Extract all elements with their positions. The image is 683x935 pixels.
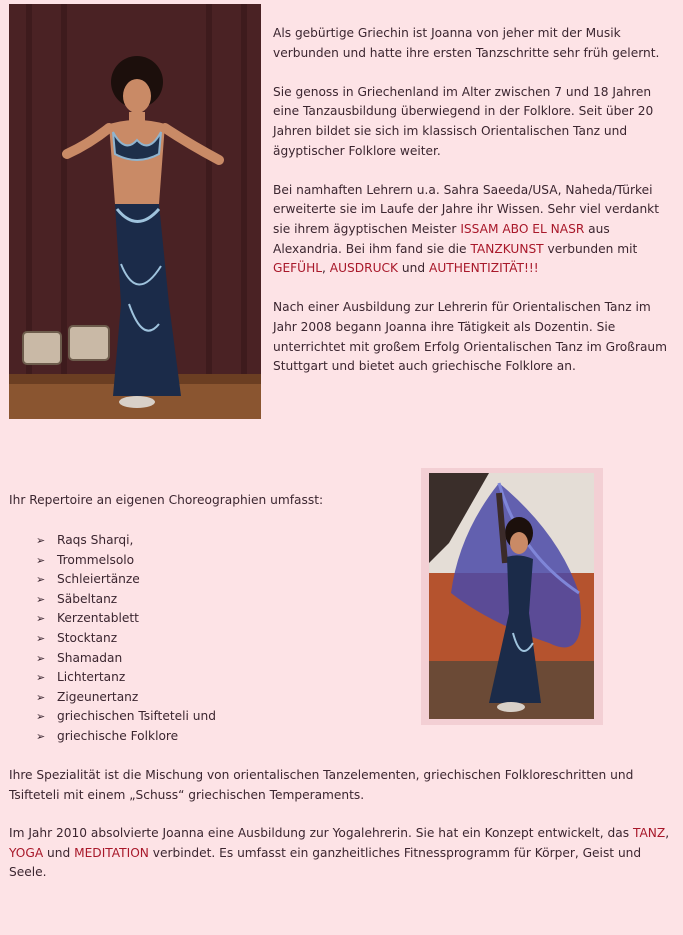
list-item-label: Raqs Sharqi, — [57, 533, 134, 547]
list-item — [36, 531, 216, 551]
dancer-veil-illustration — [429, 473, 594, 719]
intro-p3-text-e: und — [398, 261, 429, 276]
intro-paragraph-2: Sie genoss in Griechenland im Alter zwischen 7 und 18 Jahren eine Tanzausbildung überwiegend in der Folklore. Seit über 20 Jahren bildet sie sich im klassisch Orientalischen Tanz und ägyptischer Folklore weiter. — [273, 84, 654, 158]
list-item — [36, 649, 216, 669]
arrow-bullet-icon: ➢ — [36, 631, 46, 645]
list-item — [36, 688, 216, 708]
dancer-veil-photo — [421, 468, 603, 725]
list-item-label: griechischen Tsifteteli und — [57, 709, 216, 724]
veil-photo-frame — [429, 473, 594, 719]
intro-text — [273, 24, 678, 396]
list-item-label: Kerzentablett — [57, 611, 139, 626]
intro-p3-text-d: , — [322, 261, 330, 276]
yoga-text-d: verbindet. Es umfasst ein ganzheitliches Fitnessprogramm für Körper, Geist und Seele. — [9, 845, 642, 880]
arrow-bullet-icon: ➢ — [36, 710, 46, 724]
specialty-paragraph: Ihre Spezialität ist die Mischung von orientalischen Tanzelementen, griechischen Folkloreschritten und Tsifteteli mit einem „Schuss“ griechischen Temperaments. — [9, 768, 634, 802]
yoga-text-b: , — [665, 826, 670, 840]
intro-p3-text-a: Bei namhaften Lehrern u.a. Sahra Saeeda/USA, Naheda/Türkei erweiterte sie im Laufe der Jahre ihr Wissen. Sehr viel verdankt sie ihrem ägyptischen Meister — [273, 182, 660, 236]
dancer-stage-photo — [9, 4, 261, 419]
gefuehl-highlight: GEFÜHL — [273, 261, 323, 276]
list-item — [36, 551, 216, 571]
intro-paragraph-3 — [273, 181, 678, 279]
list-item-label: Trommelsolo — [57, 552, 135, 567]
list-item-label: Säbeltanz — [57, 591, 118, 606]
arrow-bullet-icon: ➢ — [36, 553, 46, 567]
list-item — [36, 609, 216, 629]
arrow-bullet-icon: ➢ — [36, 651, 46, 665]
arrow-bullet-icon: ➢ — [36, 612, 46, 626]
list-item-label: Shamadan — [57, 650, 123, 665]
intro-p3-text-b: aus Alexandria. Bei ihm fand sie die — [273, 221, 610, 256]
arrow-bullet-icon: ➢ — [36, 690, 46, 704]
teacher-name: ISSAM ABO EL NASR — [460, 221, 585, 236]
ausdruck-highlight: AUSDRUCK — [329, 261, 399, 276]
list-item-label: Schleiertänze — [57, 572, 140, 587]
list-item-label: griechische Folklore — [57, 728, 179, 743]
tanzkunst-highlight: TANZKUNST — [470, 241, 544, 256]
arrow-bullet-icon: ➢ — [36, 592, 46, 606]
yoga-highlight: YOGA — [9, 845, 44, 860]
list-item — [36, 629, 216, 649]
repertoire-heading: Ihr Repertoire an eigenen Choreographien umfasst: — [9, 493, 324, 507]
list-item-label: Zigeunertanz — [57, 689, 139, 704]
repertoire-list — [36, 531, 216, 747]
meditation-highlight: MEDITATION — [74, 845, 149, 860]
yoga-text-c: und — [43, 845, 75, 860]
arrow-bullet-icon: ➢ — [36, 534, 46, 547]
list-item — [36, 668, 216, 688]
yoga-text-a: Im Jahr 2010 absolvierte Joanna eine Ausbildung zur Yogalehrerin. Sie hat ein Konzept entwickelt, das — [9, 826, 633, 840]
list-item-label: Stocktanz — [57, 630, 118, 645]
dancer-stage-illustration — [9, 4, 261, 419]
arrow-bullet-icon: ➢ — [36, 573, 46, 587]
intro-p3-text-c: verbunden mit — [543, 241, 638, 256]
arrow-bullet-icon: ➢ — [36, 729, 46, 743]
tanz-highlight: TANZ — [632, 826, 666, 840]
intro-paragraph-4: Nach einer Ausbildung zur Lehrerin für Orientalischen Tanz im Jahr 2008 begann Joanna ihre Tätigkeit als Dozentin. Sie unterrichtet mit großem Erfolg Orientalischen Tanz im Großraum Stuttgart und bietet auch griechische Folklore an. — [273, 300, 668, 374]
arrow-bullet-icon: ➢ — [36, 671, 46, 685]
list-item — [36, 727, 216, 747]
authentizitaet-highlight: AUTHENTIZITÄT!!! — [429, 261, 539, 276]
list-item — [36, 707, 216, 727]
list-item-label: Lichtertanz — [57, 670, 126, 685]
intro-paragraph-1: Als gebürtige Griechin ist Joanna von jeher mit der Musik verbunden und hatte ihre ersten Tanzschritte sehr früh gelernt. — [273, 26, 660, 60]
yoga-paragraph — [9, 824, 674, 883]
list-item — [36, 590, 216, 610]
list-item — [36, 570, 216, 590]
